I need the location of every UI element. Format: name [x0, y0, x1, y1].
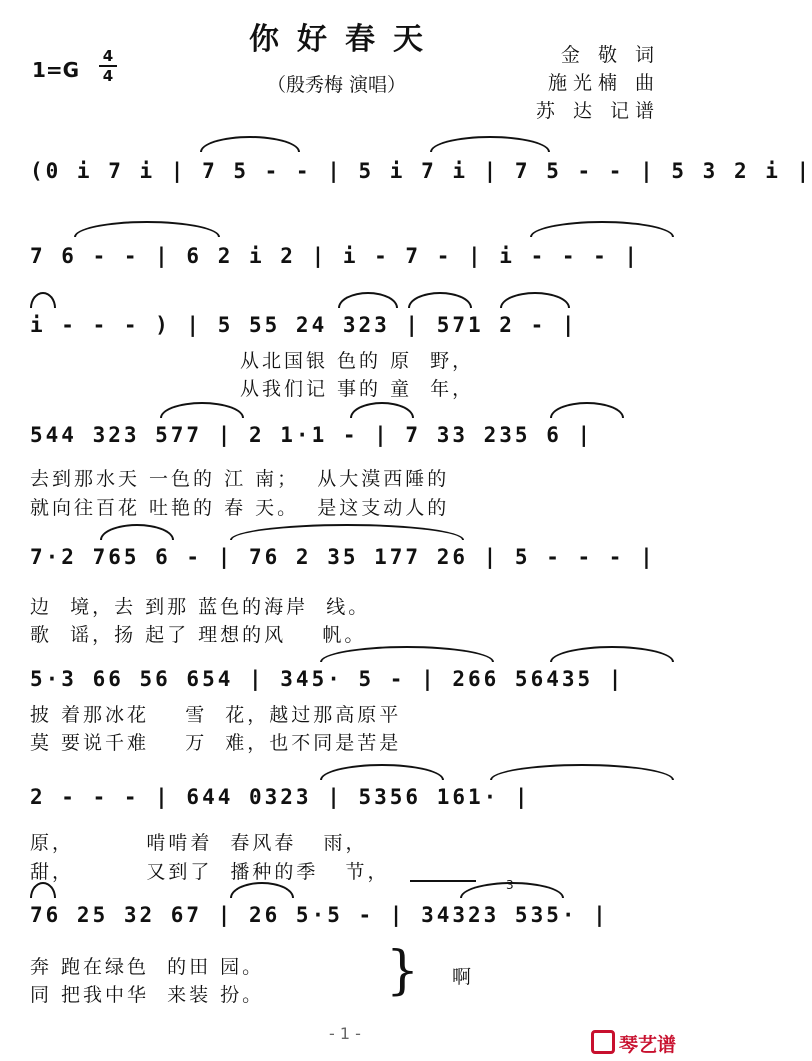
meter-bottom: 4 — [102, 67, 114, 85]
lyrics-line-7-verse-1: 原， 啃啃着 春风春 雨， — [30, 832, 368, 854]
slur — [408, 292, 472, 308]
notation-line-2: 7 6 - - | 6 2 i 2 | i - 7 - | i - - - | — [30, 244, 641, 268]
lyrics-line-4-verse-1: 去到那水天 一色的 江 南； 从大漠西陲的 — [30, 468, 450, 490]
notation-line-8: 76 25 32 67 | 26 5·5 - | 34323 535· | — [30, 903, 609, 927]
staff-line-2 — [30, 233, 670, 279]
lyricist-credit: 金 敬 词 — [560, 44, 660, 66]
notation-line-1: (0 i 7 i | 7 5 - - | 5 i 7 i | 7 5 - - | 5 3 2 i | — [30, 159, 812, 183]
slur — [550, 646, 674, 662]
watermark-text: 琴艺谱 — [618, 1034, 676, 1056]
staff-line-5 — [30, 534, 670, 580]
singer-credit: （殷秀梅 演唱） — [267, 74, 407, 96]
triplet-mark: 3 — [506, 878, 514, 892]
staff-line-3 — [30, 302, 670, 348]
meter-top: 4 — [102, 47, 114, 65]
slur — [230, 524, 464, 540]
key-signature: 1=G — [32, 58, 80, 82]
slur — [350, 402, 414, 418]
staff-line-1 — [30, 148, 812, 194]
lyrics-line-6-verse-2: 莫 要说千难 万 难，也不同是苦是 — [30, 732, 402, 754]
logo-icon — [591, 1030, 615, 1054]
slur — [30, 882, 56, 898]
lyrics-line-5-verse-1: 边 境，去 到那 蓝色的海岸 线。 — [30, 596, 371, 618]
lyric-underline — [410, 880, 476, 882]
lyrics-line-8-verse-1: 奔 跑在绿色 的田 园。 — [30, 956, 265, 978]
slur — [100, 524, 174, 540]
watermark-logo — [591, 1030, 676, 1057]
slur — [500, 292, 570, 308]
transcriber-credit: 苏 达 记谱 — [535, 100, 660, 122]
notation-line-3: i - - - ) | 5 55 24 323 | 571 2 - | — [30, 313, 578, 337]
slur — [530, 221, 674, 237]
slur — [338, 292, 398, 308]
composer-credit: 施光楠 曲 — [547, 72, 660, 94]
lyrics-line-4-verse-2: 就向往百花 吐艳的 春 天。 是这支动人的 — [30, 497, 450, 519]
notation-line-6: 5·3 66 56 654 | 345· 5 - | 266 56435 | — [30, 667, 625, 691]
slur — [30, 292, 56, 308]
staff-line-4 — [30, 412, 670, 458]
notation-line-4: 544 323 577 | 2 1·1 - | 7 33 235 6 | — [30, 423, 594, 447]
slur — [490, 764, 674, 780]
staff-line-7 — [30, 774, 670, 820]
notation-line-7: 2 - - - | 644 0323 | 5356 161· | — [30, 785, 531, 809]
slur — [320, 764, 444, 780]
lyrics-line-8-verse-2: 同 把我中华 来装 扮。 — [30, 984, 265, 1006]
slur — [200, 136, 300, 152]
slur — [230, 882, 294, 898]
staff-line-6 — [30, 656, 670, 702]
page-number: - 1 - — [329, 1024, 361, 1043]
verse-brace: } — [386, 941, 420, 1001]
interjection: 啊 — [452, 966, 475, 988]
notation-line-5: 7·2 765 6 - | 76 2 35 177 26 | 5 - - - | — [30, 545, 656, 569]
slur — [320, 646, 494, 662]
time-signature — [99, 48, 117, 84]
lyrics-line-7-verse-2: 甜， 又到了 播种的季 节， — [30, 861, 390, 883]
slur — [74, 221, 220, 237]
song-title: 你好春天 — [249, 22, 441, 57]
staff-line-8 — [30, 878, 670, 938]
lyrics-line-6-verse-1: 披 着那冰花 雪 花，越过那高原平 — [30, 704, 402, 726]
slur — [430, 136, 550, 152]
slur — [160, 402, 244, 418]
lyrics-line-5-verse-2: 歌 谣，扬 起了 理想的风 帆。 — [30, 624, 367, 646]
slur — [550, 402, 624, 418]
lyrics-line-3-verse-2: 从我们记 事的 童 年， — [240, 378, 475, 400]
lyrics-line-3-verse-1: 从北国银 色的 原 野， — [240, 350, 475, 372]
